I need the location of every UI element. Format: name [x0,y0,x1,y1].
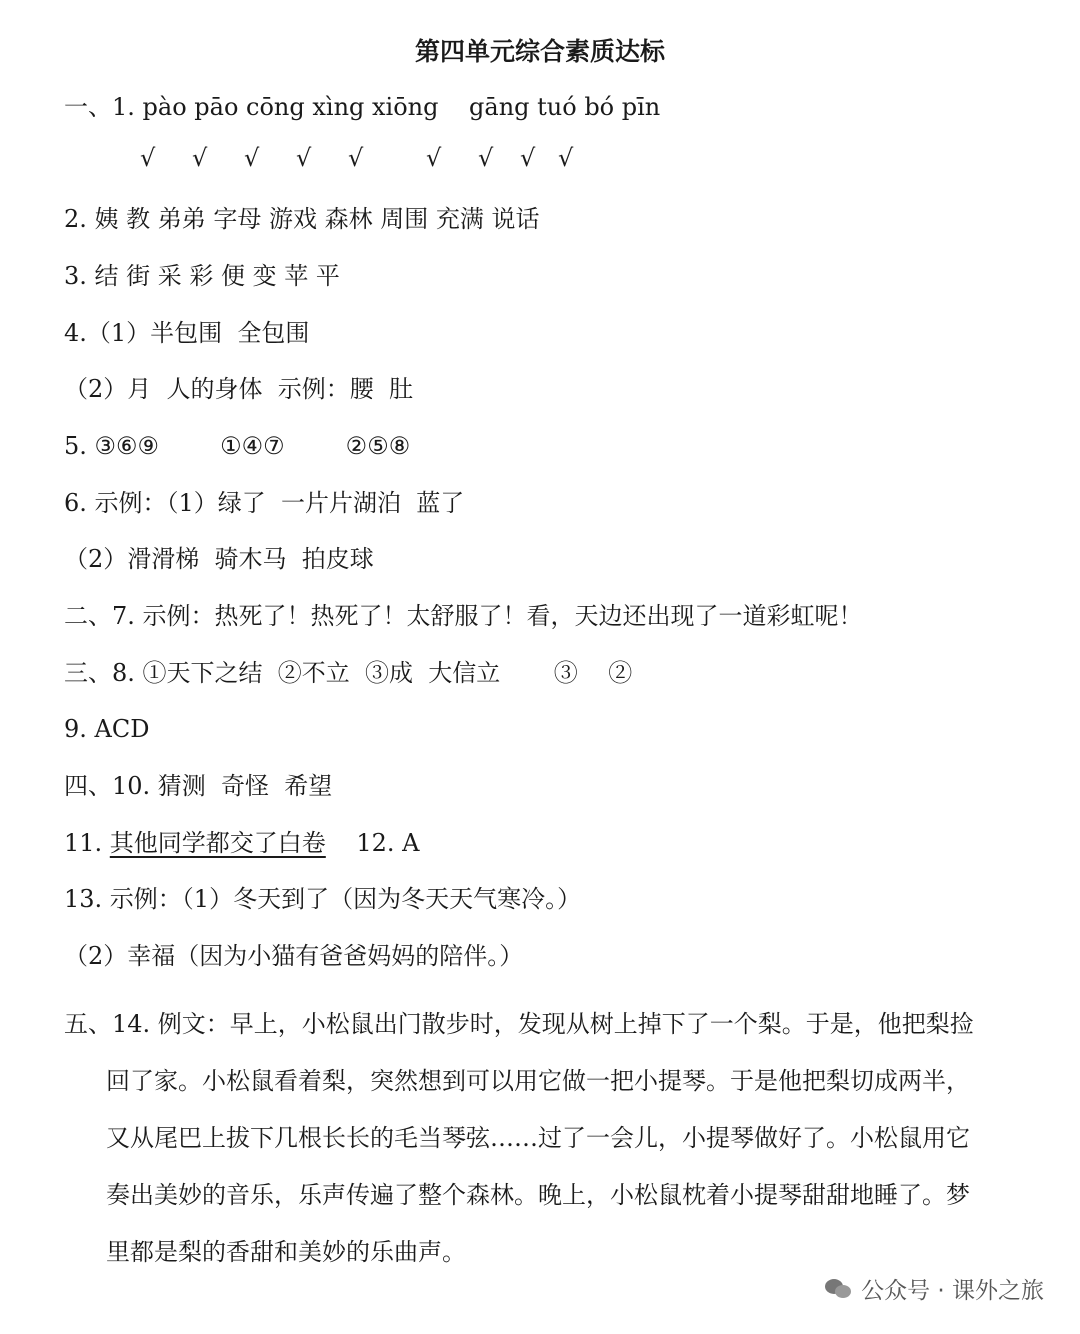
watermark-text: 公众号 · 课外之旅 [861,1278,1044,1304]
q14-essay [64,996,1024,1281]
check-mark: √ [348,144,364,172]
wechat-icon [825,1277,853,1301]
q4-part1: 4.（1）半包围 全包围 [64,319,310,347]
q8-answer: 三、8. ①天下之结 ②不立 ③成 大信立 ③ ② [64,659,633,687]
q7-answer: 二、7. 示例：热死了！热死了！太舒服了！看，天边还出现了一道彩虹呢！ [64,602,863,630]
essay-line: 五、14. 例文：早上，小松鼠出门散步时，发现从树上掉下了一个梨。于是，他把梨捡 [64,1010,974,1038]
check-mark: √ [192,144,208,172]
q10-answer: 四、10. 猜测 奇怪 希望 [64,772,333,800]
q1-pinyin: 一、1. pào pāo cōng xìng xiōng gāng tuó bó pīn [64,93,661,121]
q3-answer: 3. 结 街 采 彩 便 变 苹 平 [64,262,340,290]
q13-part1: 13. 示例：（1）冬天到了（因为冬天天气寒冷。） [64,885,582,913]
essay-line: 里都是梨的香甜和美妙的乐曲声。 [106,1238,466,1266]
watermark [825,1272,1044,1305]
q11-q12-answer [64,826,419,860]
q11-underlined-answer: 其他同学都交了白卷 [109,829,326,857]
essay-line: 奏出美妙的音乐，乐声传遍了整个森林。晚上，小松鼠枕着小提琴甜甜地睡了。梦 [106,1181,970,1209]
q12-answer: 12. A [325,829,420,857]
check-mark: √ [426,144,442,172]
check-mark: √ [520,144,536,172]
q11-prefix: 11. [64,829,110,857]
essay-line: 又从尾巴上拔下几根长长的毛当琴弦……过了一会儿，小提琴做好了。小松鼠用它 [106,1124,970,1152]
check-mark: √ [140,144,156,172]
q13-part2: （2）幸福（因为小猫有爸爸妈妈的陪伴。） [64,942,524,970]
q6-part2: （2）滑滑梯 骑木马 拍皮球 [64,545,374,573]
q5-answer: 5. ③⑥⑨ ①④⑦ ②⑤⑧ [64,432,411,460]
q2-answer: 2. 姨 教 弟弟 字母 游戏 森林 周围 充满 说话 [64,205,540,233]
q4-part2: （2）月 人的身体 示例：腰 肚 [64,375,414,403]
check-mark: √ [296,144,312,172]
check-mark: √ [244,144,260,172]
page-title: 第四单元综合素质达标 [414,37,665,66]
check-mark: √ [558,144,574,172]
essay-line: 回了家。小松鼠看着梨，突然想到可以用它做一把小提琴。于是他把梨切成两半， [106,1067,970,1095]
q9-answer: 9. ACD [64,715,150,743]
q6-part1: 6. 示例：（1）绿了 一片片湖泊 蓝了 [64,489,465,517]
check-mark: √ [478,144,494,172]
